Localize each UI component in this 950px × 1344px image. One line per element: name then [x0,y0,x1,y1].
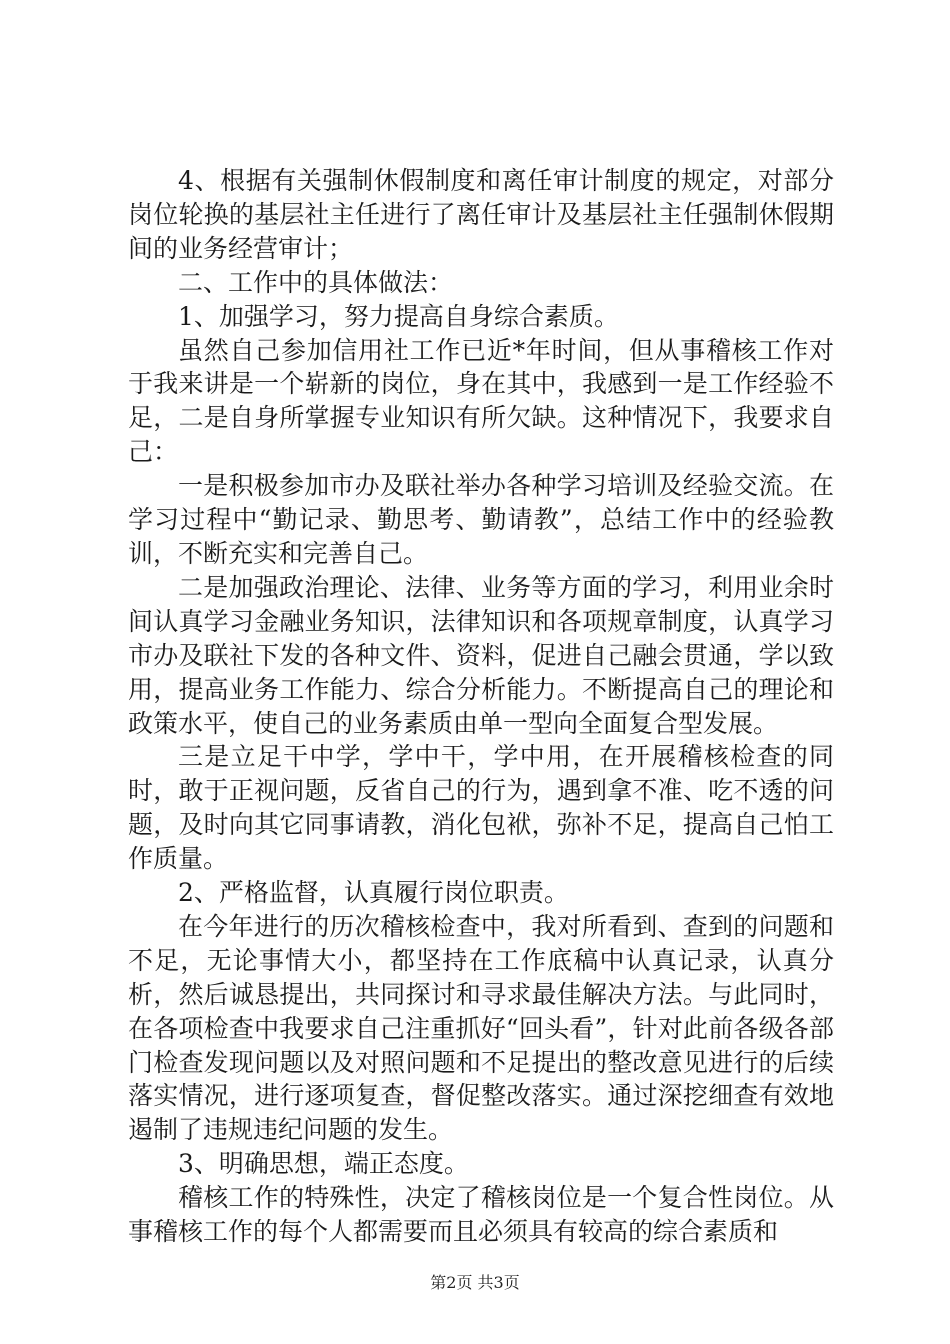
paragraph-4: 虽然自己参加信用社工作已近*年时间，但从事稽核工作对于我来讲是一个崭新的岗位，身在其中，我感到一是工作经验不足，二是自身所掌握专业知识有所欠缺。这种情况下，我要求自己： [128,335,834,467]
paragraph-5: 一是积极参加市办及联社举办各种学习培训及经验交流。在学习过程中“勤记录、勤思考、勤请教”，总结工作中的经验教训，不断充实和完善自己。 [128,471,834,568]
paragraph-6: 二是加强政治理论、法律、业务等方面的学习，利用业余时间认真学习金融业务知识，法律知识和各项规章制度，认真学习市办及联社下发的各种文件、资料，促进自己融会贯通，学以致用，提高业务工作能力、综合分析能力。不断提高自己的理论和政策水平，使自己的业务素质由单一型向全面复合型发展。 [128,572,834,738]
paragraph-1: 4、根据有关强制休假制度和离任审计制度的规定，对部分岗位轮换的基层社主任进行了离任审计及基层社主任强制休假期间的业务经营审计； [128,166,834,263]
document-body [128,164,834,1249]
paragraph-9: 在今年进行的历次稽核检查中，我对所看到、查到的问题和不足，无论事情大小，都坚持在工作底稿中认真记录，认真分析，然后诚恳提出，共同探讨和寻求最佳解决方法。与此同时，在各项检查中我要求自己注重抓好“回头看”，针对此前各级各部门检查发现问题以及对照问题和不足提出的整改意见进行的后续落实情况，进行逐项复查，督促整改落实。通过深挖细查有效地遏制了违规违纪问题的发生。 [128,911,834,1145]
paragraph-3: 1、加强学习，努力提高自身综合素质。 [178,301,619,331]
page-footer: 第2页 共3页 [430,1273,520,1292]
paragraph-10: 3、明确思想，端正态度。 [178,1149,469,1179]
paragraph-7: 三是立足干中学，学中干，学中用，在开展稽核检查的同时，敢于正视问题，反省自己的行为，遇到拿不准、吃不透的问题，及时向其它同事请教，消化包袱，弥补不足，提高自己怕工作质量。 [128,742,834,874]
paragraph-2: 二、工作中的具体做法： [178,267,454,297]
paragraph-11: 稽核工作的特殊性，决定了稽核岗位是一个复合性岗位。从事稽核工作的每个人都需要而且必须具有较高的综合素质和 [128,1183,834,1247]
paragraph-8: 2、严格监督，认真履行岗位职责。 [178,878,569,908]
